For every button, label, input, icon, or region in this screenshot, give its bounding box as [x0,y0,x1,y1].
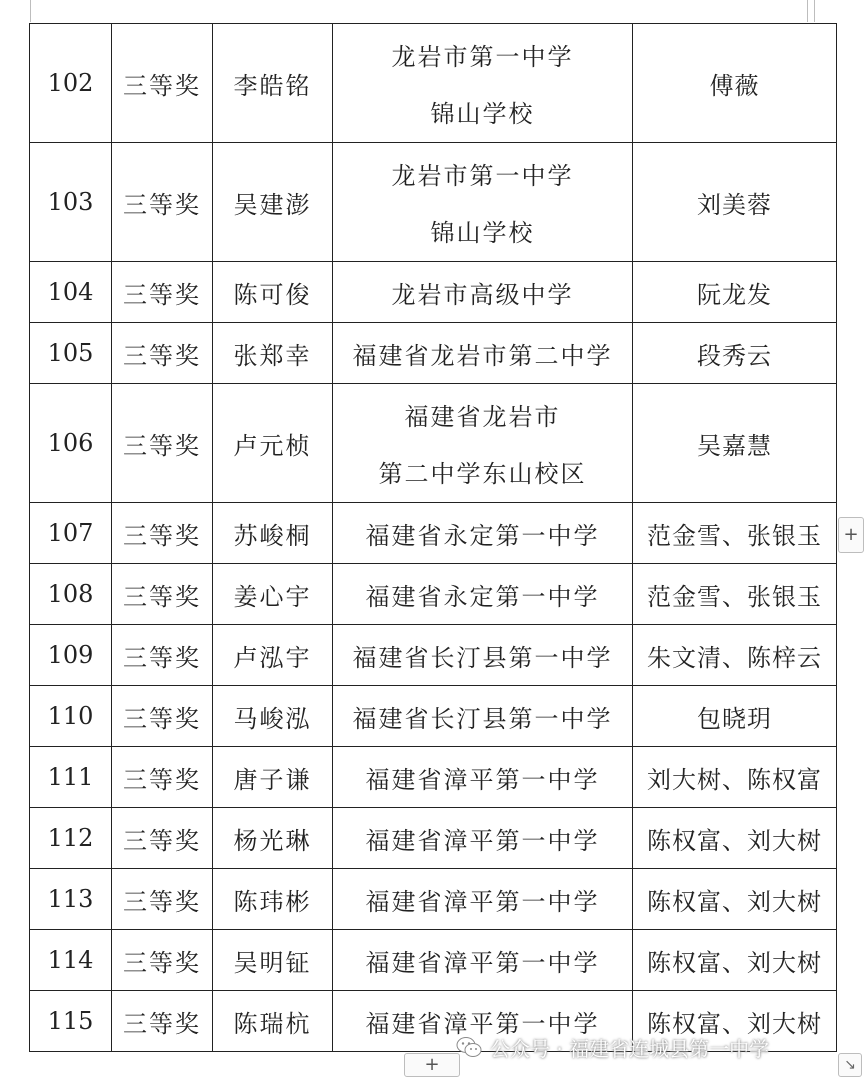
student-name-cell: 李皓铭 [213,24,333,143]
award-level-cell: 三等奖 [112,869,213,930]
table-row [30,808,837,869]
row-number-cell: 115 [30,991,112,1052]
school-line: 福建省长汀县第一中学 [352,643,613,672]
student-name-cell: 陈可俊 [213,262,333,323]
school-cell [333,564,633,625]
school-line: 福建省漳平第一中学 [365,948,600,977]
table-right-guide [806,0,815,22]
student-name-cell: 卢泓宇 [213,625,333,686]
school-line: 福建省龙岩市 [404,403,561,431]
award-level-cell: 三等奖 [112,503,213,564]
table-row [30,869,837,930]
student-name-cell: 吴明钲 [213,930,333,991]
teacher-cell: 陈权富、刘大树 [633,930,837,991]
table-row [30,143,837,262]
table-row [30,262,837,323]
student-name-cell: 吴建澎 [213,143,333,262]
table-top-guide [30,0,808,22]
school-line: 龙岩市高级中学 [391,280,574,309]
student-name-cell: 姜心宇 [213,564,333,625]
wechat-icon [456,1036,482,1058]
row-number-cell: 110 [30,686,112,747]
school-line: 第二中学东山校区 [378,460,587,488]
school-cell [333,323,633,384]
awards-table [29,23,837,1052]
teacher-cell: 包晓玥 [633,686,837,747]
row-number-cell: 103 [30,143,112,262]
teacher-cell: 陈权富、刘大树 [633,991,837,1052]
school-cell [333,686,633,747]
award-level-cell: 三等奖 [112,808,213,869]
award-level-cell: 三等奖 [112,143,213,262]
award-level-cell: 三等奖 [112,625,213,686]
awards-table-body [30,24,837,1052]
watermark [456,1032,769,1062]
teacher-cell: 朱文清、陈梓云 [633,625,837,686]
table-row [30,503,837,564]
row-number-cell: 111 [30,747,112,808]
award-level-cell: 三等奖 [112,747,213,808]
table-row [30,384,837,503]
student-name-cell: 卢元桢 [213,384,333,503]
school-line: 福建省漳平第一中学 [365,765,600,794]
row-number-cell: 107 [30,503,112,564]
row-number-cell: 113 [30,869,112,930]
teacher-cell: 范金雪、张银玉 [633,503,837,564]
student-name-cell: 陈瑞杭 [213,991,333,1052]
student-name-cell: 唐子谦 [213,747,333,808]
teacher-cell: 段秀云 [633,323,837,384]
row-number-cell: 108 [30,564,112,625]
row-number-cell: 106 [30,384,112,503]
award-level-cell: 三等奖 [112,323,213,384]
teacher-cell: 刘大树、陈权富 [633,747,837,808]
school-line: 福建省永定第一中学 [365,521,600,550]
table-row [30,686,837,747]
row-number-cell: 105 [30,323,112,384]
school-line: 福建省龙岩市第二中学 [352,341,613,370]
school-line: 龙岩市第一中学 [391,43,574,71]
student-name-cell: 马峻泓 [213,686,333,747]
school-line: 福建省漳平第一中学 [365,887,600,916]
teacher-cell: 阮龙发 [633,262,837,323]
row-number-cell: 102 [30,24,112,143]
watermark-text: 公众号 · 福建省连城县第一中学 [490,1036,770,1061]
table-row [30,24,837,143]
school-cell [333,747,633,808]
teacher-cell: 范金雪、张银玉 [633,564,837,625]
school-line: 福建省漳平第一中学 [365,826,600,855]
table-row [30,323,837,384]
add-row-button[interactable]: + [838,517,864,553]
school-cell [333,930,633,991]
table-row [30,747,837,808]
school-cell [333,808,633,869]
school-line: 龙岩市第一中学 [391,162,574,190]
row-number-cell: 104 [30,262,112,323]
teacher-cell: 陈权富、刘大树 [633,869,837,930]
award-level-cell: 三等奖 [112,991,213,1052]
row-number-cell: 112 [30,808,112,869]
school-cell [333,625,633,686]
teacher-cell: 陈权富、刘大树 [633,808,837,869]
row-number-cell: 109 [30,625,112,686]
school-line: 锦山学校 [430,219,535,247]
student-name-cell: 杨光琳 [213,808,333,869]
school-cell [333,143,633,262]
table-row [30,930,837,991]
award-level-cell: 三等奖 [112,262,213,323]
add-column-button[interactable]: + [404,1053,460,1077]
school-cell [333,262,633,323]
table-resize-handle[interactable]: ↘ [838,1053,862,1077]
school-line: 福建省漳平第一中学 [365,1009,600,1038]
school-cell [333,869,633,930]
school-line: 福建省永定第一中学 [365,582,600,611]
school-cell [333,384,633,503]
teacher-cell: 刘美蓉 [633,143,837,262]
student-name-cell: 苏峻桐 [213,503,333,564]
row-number-cell: 114 [30,930,112,991]
student-name-cell: 张郑幸 [213,323,333,384]
student-name-cell: 陈玮彬 [213,869,333,930]
award-level-cell: 三等奖 [112,384,213,503]
school-line: 福建省长汀县第一中学 [352,704,613,733]
school-cell [333,503,633,564]
award-level-cell: 三等奖 [112,930,213,991]
award-level-cell: 三等奖 [112,24,213,143]
table-row [30,564,837,625]
teacher-cell: 傅薇 [633,24,837,143]
teacher-cell: 吴嘉慧 [633,384,837,503]
award-level-cell: 三等奖 [112,686,213,747]
school-line: 锦山学校 [430,100,535,128]
school-cell [333,24,633,143]
table-row [30,625,837,686]
award-level-cell: 三等奖 [112,564,213,625]
